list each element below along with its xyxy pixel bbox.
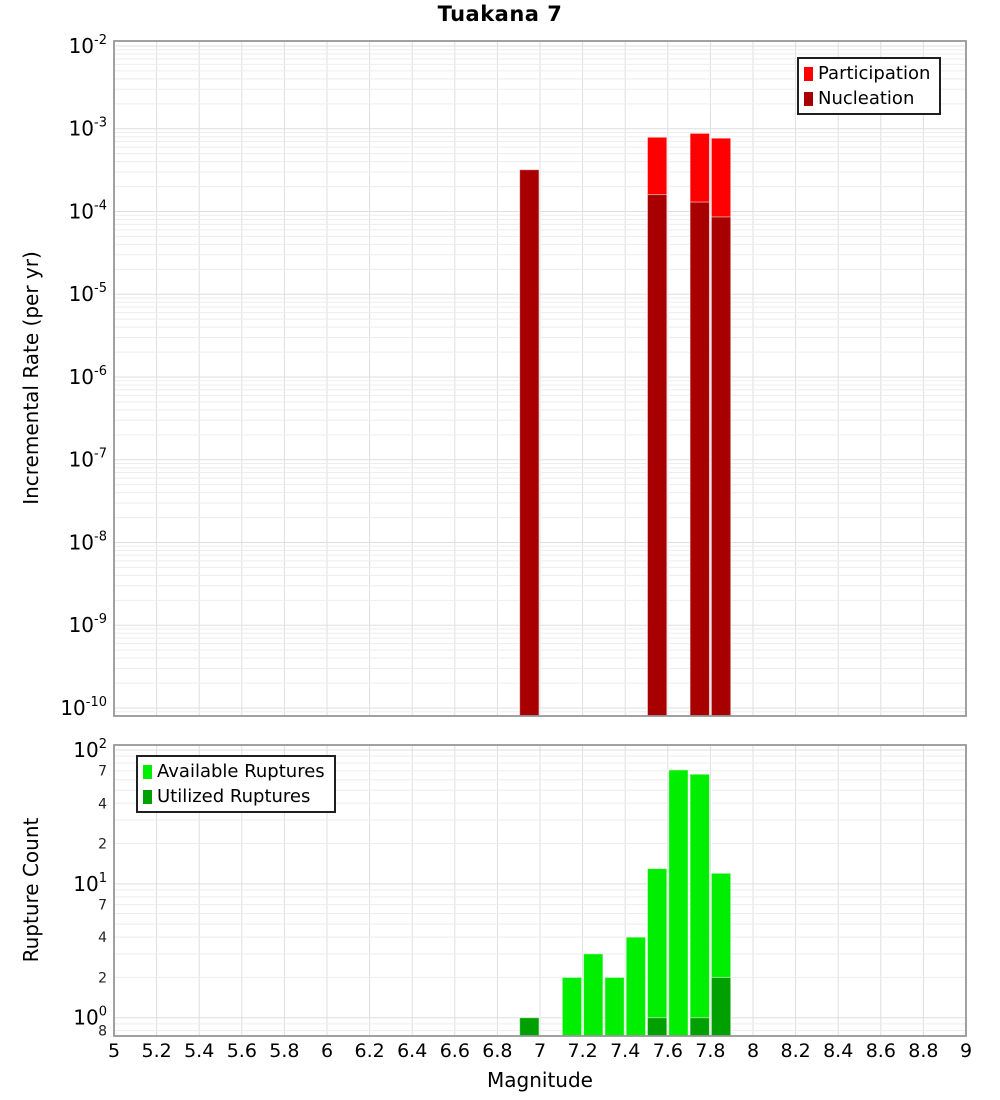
x-tick-label: 7.8 — [695, 1040, 726, 1062]
x-axis-label: Magnitude — [487, 1068, 593, 1092]
y-tick-label: $10^{-8}$ — [68, 529, 107, 555]
x-tick-label: 6 — [320, 1040, 334, 1062]
x-tick-label: 6.4 — [397, 1040, 428, 1062]
x-tick-label: 6.8 — [482, 1040, 513, 1062]
x-tick-label: 5 — [107, 1040, 121, 1062]
y-minor-tick-label: 2 — [98, 970, 107, 987]
y-tick-label: $10^{-5}$ — [68, 281, 107, 307]
x-tick-label: 7.4 — [610, 1040, 641, 1062]
y-tick-label: $10^{-3}$ — [68, 115, 107, 141]
x-gridlines — [114, 41, 966, 716]
y-tick-label: $10^0$ — [73, 1004, 107, 1030]
available-ruptures-bar — [584, 954, 603, 1036]
available-ruptures-bar — [562, 977, 581, 1036]
y-minor-tick-label: 7 — [98, 763, 107, 780]
legend-item-nucleation — [804, 86, 930, 111]
x-tick-label: 9 — [959, 1040, 973, 1062]
x-tick-label: 7.2 — [567, 1040, 598, 1062]
y-tick-label: $10^{-4}$ — [68, 198, 107, 224]
nucleation-bar — [690, 202, 709, 716]
y-tick-label: $10^{-6}$ — [68, 363, 107, 389]
utilized-swatch-icon — [143, 790, 152, 804]
nucleation-bar — [520, 170, 539, 716]
incremental-rate-chart — [60, 33, 966, 720]
y-tick-label: $10^1$ — [73, 870, 107, 896]
x-tick-label: 6.2 — [354, 1040, 385, 1062]
x-tick-label: 8.8 — [908, 1040, 939, 1062]
y-minor-tick-label: 7 — [98, 897, 107, 914]
y-axis-label-rate: Incremental Rate (per yr) — [19, 251, 43, 505]
utilized-ruptures-bar — [690, 1018, 709, 1036]
x-tick-label: 5.4 — [184, 1040, 215, 1062]
x-tick-label: 5.6 — [226, 1040, 257, 1062]
legend-item-utilized — [143, 784, 325, 809]
x-tick-label: 8.6 — [865, 1040, 896, 1062]
legend-label: Available Ruptures — [157, 761, 325, 782]
y-minor-tick-label: 2 — [98, 836, 107, 853]
x-tick-label: 7.6 — [652, 1040, 683, 1062]
legend-label: Participation — [818, 63, 931, 84]
y-tick-label: $10^{-7}$ — [68, 446, 107, 472]
available-ruptures-bar — [605, 977, 624, 1036]
y-minor-tick-label: 8 — [98, 1023, 107, 1040]
available-ruptures-bar — [669, 770, 688, 1036]
y-tick-labels — [73, 737, 107, 1040]
x-tick-label: 5.2 — [141, 1040, 172, 1062]
x-tick-label: 6.6 — [439, 1040, 470, 1062]
utilized-ruptures-bar — [520, 1018, 539, 1036]
y-tick-label: $10^{-10}$ — [60, 694, 107, 720]
y-tick-labels — [60, 33, 107, 720]
available-ruptures-bar — [647, 869, 666, 1036]
y-tick-label: $10^{-2}$ — [68, 33, 107, 58]
utilized-ruptures-bar — [711, 977, 730, 1036]
available-ruptures-bar — [690, 774, 709, 1036]
utilized-ruptures-bar — [647, 1018, 666, 1036]
y-axis-label-count: Rupture Count — [19, 817, 43, 963]
y-tick-label: $10^2$ — [73, 737, 107, 762]
x-tick-label: 8.2 — [780, 1040, 811, 1062]
legend-count — [136, 755, 336, 813]
y-tick-label: $10^{-9}$ — [68, 612, 107, 638]
available-swatch-icon — [143, 765, 152, 779]
legend-rate — [797, 57, 941, 115]
legend-label: Nucleation — [818, 88, 915, 109]
x-tick-label: 8 — [746, 1040, 760, 1062]
page-title: Tuakana 7 — [437, 2, 563, 26]
x-tick-label: 5.8 — [269, 1040, 300, 1062]
y-minor-tick-label: 4 — [98, 796, 107, 813]
available-ruptures-bar — [626, 937, 645, 1036]
y-minor-tick-label: 4 — [98, 930, 107, 947]
x-tick-label: 7 — [533, 1040, 547, 1062]
legend-item-participation — [804, 61, 930, 86]
legend-label: Utilized Ruptures — [157, 786, 311, 807]
nucleation-swatch-icon — [804, 92, 813, 106]
nucleation-bar — [711, 217, 730, 716]
x-tick-label: 8.4 — [823, 1040, 854, 1062]
legend-item-available — [143, 759, 325, 784]
nucleation-bar — [647, 195, 666, 716]
participation-swatch-icon — [804, 67, 813, 81]
